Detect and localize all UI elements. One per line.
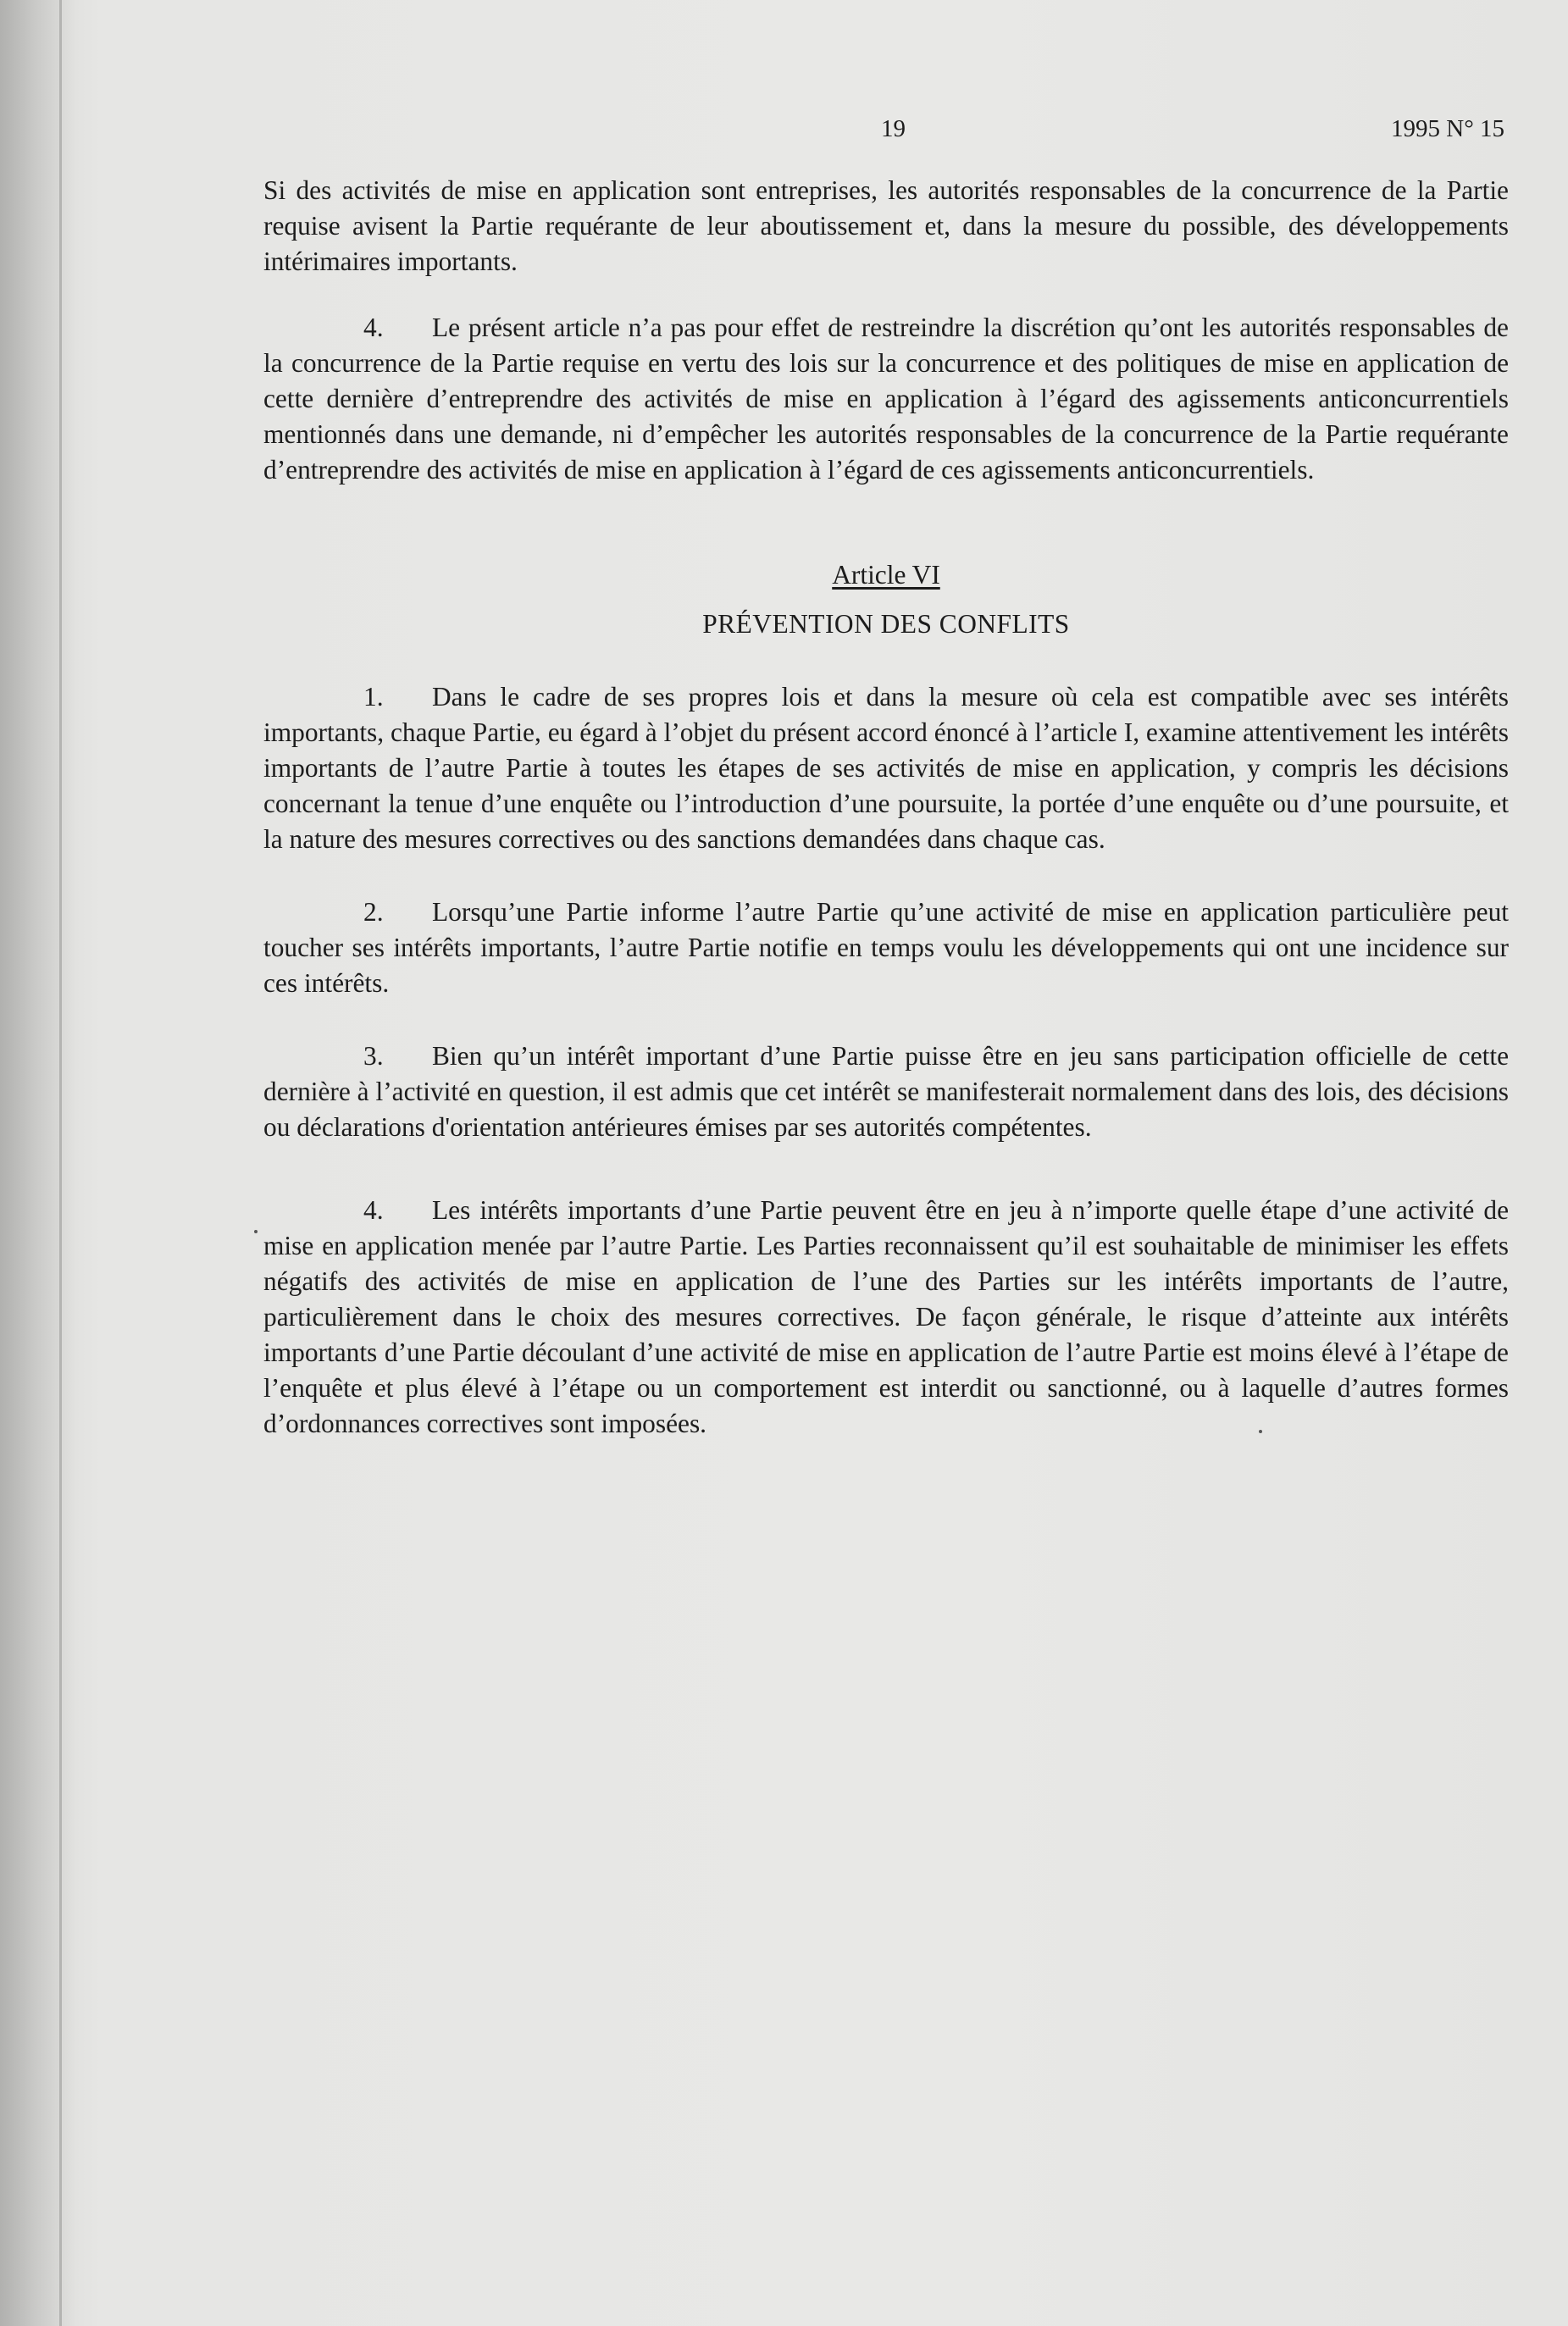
paragraph-2	[263, 894, 1509, 1001]
paragraph-4-article-v	[263, 310, 1509, 488]
paragraph-text: Si des activités de mise en application sont entreprises, les autorités responsables de la concurrence de la Partie requise avisent la Partie requérante de leur aboutissement et, dans la mesure du possible, des développements intérimaires importants.	[263, 175, 1509, 276]
paragraph-text: Le présent article n’a pas pour effet de restreindre la discrétion qu’ont les autorités responsables de la concurrence de la Partie requise en vertu des lois sur la concurrence et des politiques de mise en application de cette dernière d’entreprendre des activités de mise en application à l’égard des agissements anticoncurrentiels mentionnés dans une demande, ni d’empêcher les autorités responsables de la concurrence de la Partie requérante d’entreprendre des activités de mise en application à l’égard de ces agissements anticoncurrentiels.	[263, 313, 1509, 485]
paragraph-text: Bien qu’un intérêt important d’une Partie puisse être en jeu sans participation officielle de cette dernière à l’activité en question, il est admis que cet intérêt se manifesterait normalement dans des lois, des décisions ou déclarations d'orientation antérieures émises par ses autorités compétentes.	[263, 1041, 1509, 1142]
article-label-text: Article VI	[832, 560, 940, 590]
paragraph-3	[263, 1038, 1509, 1145]
paper-speck	[1259, 1430, 1262, 1433]
issue-reference: 1995 N° 15	[1391, 115, 1505, 142]
paragraph-number: 4.	[363, 313, 384, 342]
article-title: PRÉVENTION DES CONFLITS	[702, 609, 1070, 639]
paragraph-number: 2.	[363, 897, 384, 927]
paragraph-number: 1.	[363, 682, 384, 712]
paragraph-1	[263, 679, 1509, 857]
document-body	[263, 173, 1509, 1442]
paragraph-number: 4.	[363, 1195, 384, 1225]
paragraph-4	[263, 1193, 1509, 1442]
paragraph-text: Dans le cadre de ses propres lois et dans la mesure où cela est compatible avec ses intérêts importants, chaque Partie, eu égard à l’objet du présent accord énoncé à l’article I, examine attentivement les intérêts importants de l’autre Partie à toutes les étapes de ses activités de mise en application, y compris les décisions concernant la tenue d’une enquête ou l’introduction d’une poursuite, la portée d’une enquête ou d’une poursuite, et la nature des mesures correctives ou des sanctions demandées dans chaque cas.	[263, 682, 1509, 854]
page-number: 19	[881, 115, 906, 142]
paragraph-continuation	[263, 173, 1509, 280]
article-label	[263, 557, 1509, 593]
binding-shadow	[0, 0, 76, 2326]
paragraph-text: Lorsqu’une Partie informe l’autre Partie qu’une activité de mise en application particulière peut toucher ses intérêts importants, l’autre Partie notifie en temps voulu les développements qui ont une incidence sur ces intérêts.	[263, 897, 1509, 998]
paper-speck	[254, 1230, 258, 1233]
binding-line	[59, 0, 62, 2326]
paragraph-text: Les intérêts importants d’une Partie peuvent être en jeu à n’importe quelle étape d’une activité de mise en application menée par l’autre Partie. Les Parties reconnaissent qu’il est souhaitable de minimiser les effets négatifs des activités de mise en application de l’une des Parties sur les intérêts importants de l’autre, particulièrement dans le choix des mesures correctives. De façon générale, le risque d’atteinte aux intérêts importants d’une Partie découlant d’une activité de mise en application de l’autre Partie est moins élevé à l’étape de l’enquête et plus élevé à l’étape ou un comportement est interdit ou sanctionné, ou à laquelle d’autres formes d’ordonnances correctives sont imposées.	[263, 1195, 1509, 1438]
paragraph-number: 3.	[363, 1041, 384, 1071]
